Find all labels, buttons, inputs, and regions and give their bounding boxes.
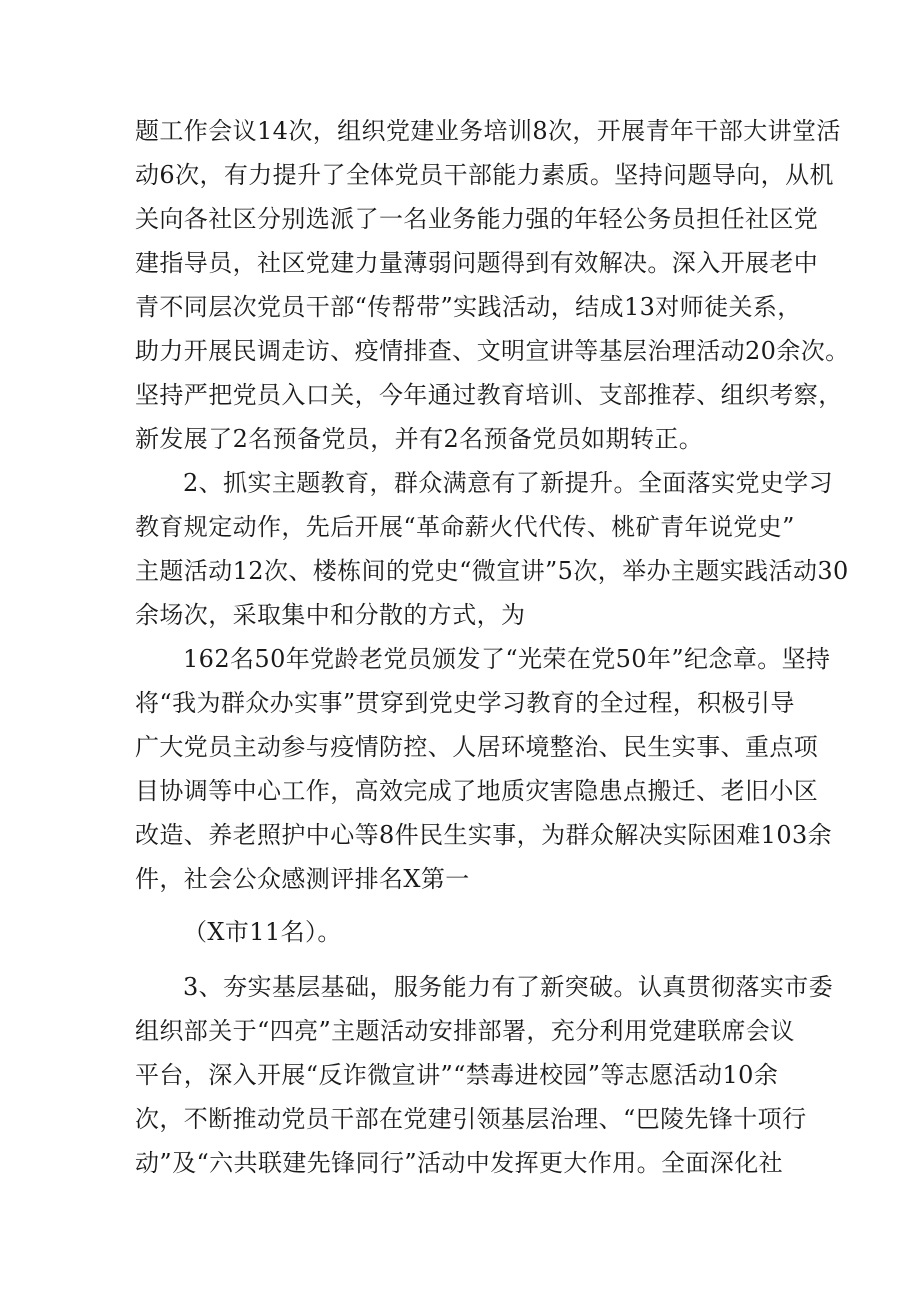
text-line: 组织部关于“四亮”主题活动安排部署，充分利用党建联席会议 bbox=[135, 1017, 795, 1045]
text-line: 将“我为群众办实事”贯穿到党史学习教育的全过程，积极引导 bbox=[135, 689, 795, 717]
text-line: 改造、养老照护中心等8件民生实事，为群众解决实际困难103余 bbox=[135, 821, 833, 849]
text-line: 次，不断推动党员干部在党建引领基层治理、“巴陵先锋十项行 bbox=[135, 1105, 807, 1133]
text-line: 题工作会议14次，组织党建业务培训8次，开展青年干部大讲堂活 bbox=[135, 117, 841, 145]
text-line: 青不同层次党员干部“传帮带”实践活动，结成13对师徒关系， bbox=[135, 293, 802, 321]
text-line: 广大党员主动参与疫情防控、人居环境整治、民生实事、重点项 bbox=[135, 733, 819, 761]
text-line: 件，社会公众感测评排名X第一 bbox=[135, 865, 470, 893]
text-line: 主题活动12次、楼栋间的党史“微宣讲”5次，举办主题实践活动30 bbox=[135, 557, 849, 585]
paragraph-heading-3: 3、夯实基层基础，服务能力有了新突破。认真贯彻落实市委 bbox=[183, 973, 834, 1001]
text-line: 新发展了2名预备党员，并有2名预备党员如期转正。 bbox=[135, 425, 704, 453]
text-line: 建指导员，社区党建力量薄弱问题得到有效解决。深入开展老中 bbox=[135, 249, 819, 277]
text-line: 平台，深入开展“反诈微宣讲”“禁毒进校园”等志愿活动10余 bbox=[135, 1061, 779, 1089]
text-line: 动6次，有力提升了全体党员干部能力素质。坚持问题导向，从机 bbox=[135, 161, 834, 189]
text-line: 教育规定动作，先后开展“革命薪火代代传、桃矿青年说党史” bbox=[135, 513, 795, 541]
text-line: 162名50年党龄老党员颁发了“光荣在党50年”纪念章。坚持 bbox=[183, 645, 831, 673]
text-line: （X市11名）。 bbox=[183, 918, 342, 946]
text-line: 余场次，采取集中和分散的方式，为 bbox=[135, 601, 526, 629]
paragraph-heading-2: 2、抓实主题教育，群众满意有了新提升。全面落实党史学习 bbox=[183, 469, 834, 497]
text-line: 动”及“六共联建先锋同行”活动中发挥更大作用。全面深化社 bbox=[135, 1149, 784, 1177]
text-line: 关向各社区分别选派了一名业务能力强的年轻公务员担任社区党 bbox=[135, 205, 819, 233]
text-line: 坚持严把党员入口关，今年通过教育培训、支部推荐、组织考察， bbox=[135, 381, 843, 409]
text-line: 助力开展民调走访、疫情排查、文明宣讲等基层治理活动20余次。 bbox=[135, 337, 850, 365]
text-line: 目协调等中心工作，高效完成了地质灾害隐患点搬迁、老旧小区 bbox=[135, 777, 819, 805]
